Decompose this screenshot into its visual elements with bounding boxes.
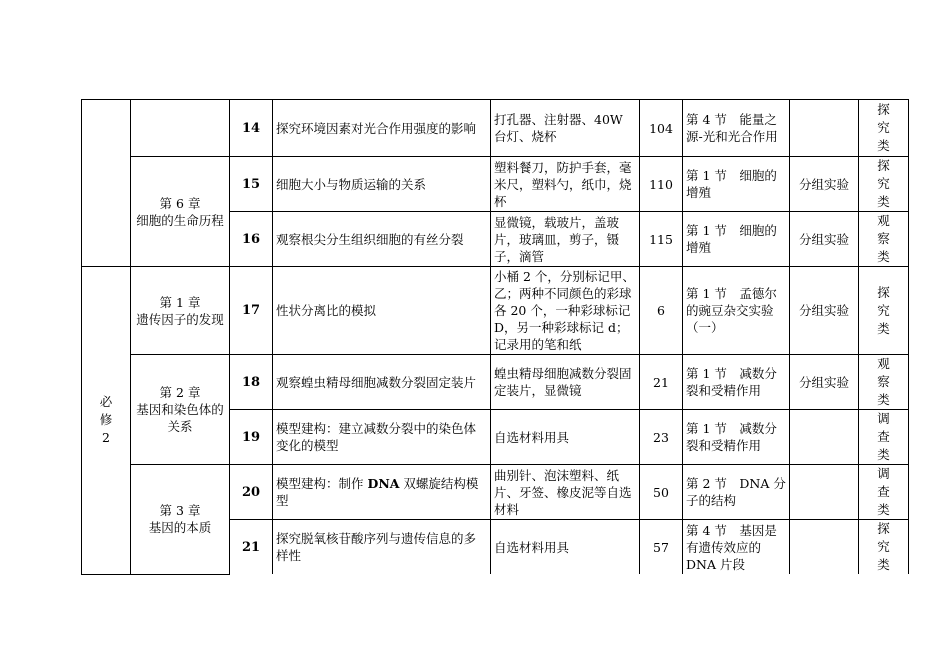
textbook-section: 第 1 节 孟德尔的豌豆杂交实验（一） [683, 267, 790, 355]
experiment-materials: 显微镜，载玻片，盖玻片，玻璃皿，剪子，镊子，滴管 [491, 212, 640, 267]
chapter-2-cell: 第 2 章 基因和染色体的关系 [131, 355, 230, 465]
experiment-type: 观察类 [859, 355, 909, 410]
textbook-section: 第 1 节 减数分裂和受精作用 [683, 355, 790, 410]
experiment-form: 分组实验 [790, 355, 859, 410]
experiment-title: 性状分离比的模拟 [273, 267, 491, 355]
experiment-type: 探究类 [859, 100, 909, 157]
experiment-materials: 曲别针、泡沫塑料、纸片、牙签、橡皮泥等自选材料 [491, 465, 640, 520]
textbook-section: 第 4 节 能量之源-光和光合作用 [683, 100, 790, 157]
experiment-title: 探究环境因素对光合作用强度的影响 [273, 100, 491, 157]
textbook-section: 第 4 节 基因是有遗传效应的 DNA 片段 [683, 520, 790, 575]
module-cell-empty [82, 100, 131, 267]
experiment-form [790, 520, 859, 575]
experiment-number: 14 [230, 100, 273, 157]
experiment-number: 19 [230, 410, 273, 465]
experiment-type: 探究类 [859, 520, 909, 575]
module-cell: 必修 2 [82, 267, 131, 575]
table-row [82, 157, 909, 212]
experiment-title: 探究脱氧核苷酸序列与遗传信息的多样性 [273, 520, 491, 575]
textbook-page: 57 [640, 520, 683, 575]
textbook-section: 第 1 节 减数分裂和受精作用 [683, 410, 790, 465]
textbook-page: 104 [640, 100, 683, 157]
experiment-materials: 小桶 2 个，分别标记甲、乙；两种不同颜色的彩球各 20 个，一种彩球标记 D，另一种彩球标记 d；记录用的笔和纸 [491, 267, 640, 355]
experiment-type: 探究类 [859, 267, 909, 355]
experiment-table [81, 99, 909, 575]
experiment-type: 调查类 [859, 410, 909, 465]
textbook-page: 50 [640, 465, 683, 520]
chapter-3-cell: 第 3 章 基因的本质 [131, 465, 230, 575]
experiment-type: 观察类 [859, 212, 909, 267]
title-text-bold: DNA [367, 476, 400, 491]
experiment-number: 15 [230, 157, 273, 212]
experiment-type: 调查类 [859, 465, 909, 520]
title-text-pre: 模型建构：制作 [276, 476, 368, 491]
experiment-form [790, 100, 859, 157]
chapter-cell-empty [131, 100, 230, 157]
textbook-page: 23 [640, 410, 683, 465]
experiment-title: 模型建构：建立减数分裂中的染色体变化的模型 [273, 410, 491, 465]
textbook-page: 21 [640, 355, 683, 410]
experiment-number: 20 [230, 465, 273, 520]
experiment-materials: 自选材料用具 [491, 520, 640, 575]
experiment-number: 16 [230, 212, 273, 267]
experiment-title [273, 465, 491, 520]
experiment-title: 观察根尖分生组织细胞的有丝分裂 [273, 212, 491, 267]
experiment-materials: 蝗虫精母细胞减数分裂固定装片，显微镜 [491, 355, 640, 410]
table-row [82, 267, 909, 355]
textbook-section: 第 2 节 DNA 分子的结构 [683, 465, 790, 520]
table-row [82, 355, 909, 410]
textbook-page: 115 [640, 212, 683, 267]
title-text-post: 双螺旋结构模型 [276, 476, 479, 508]
experiment-form [790, 410, 859, 465]
experiment-title: 细胞大小与物质运输的关系 [273, 157, 491, 212]
table-row [82, 465, 909, 520]
table-row [82, 100, 909, 157]
experiment-form: 分组实验 [790, 212, 859, 267]
experiment-type: 探究类 [859, 157, 909, 212]
textbook-section: 第 1 节 细胞的增殖 [683, 157, 790, 212]
experiment-number: 18 [230, 355, 273, 410]
experiment-number: 21 [230, 520, 273, 575]
textbook-page: 6 [640, 267, 683, 355]
experiment-form: 分组实验 [790, 267, 859, 355]
chapter-1-cell: 第 1 章 遗传因子的发现 [131, 267, 230, 355]
textbook-page: 110 [640, 157, 683, 212]
experiment-form: 分组实验 [790, 157, 859, 212]
experiment-materials: 自选材料用具 [491, 410, 640, 465]
experiment-title: 观察蝗虫精母细胞减数分裂固定装片 [273, 355, 491, 410]
textbook-section: 第 1 节 细胞的增殖 [683, 212, 790, 267]
experiment-number: 17 [230, 267, 273, 355]
chapter-6-cell: 第 6 章 细胞的生命历程 [131, 157, 230, 267]
experiment-materials: 塑料餐刀，防护手套，毫米尺，塑料勺，纸巾，烧杯 [491, 157, 640, 212]
experiment-materials: 打孔器、注射器、40W 台灯、烧杯 [491, 100, 640, 157]
experiment-form [790, 465, 859, 520]
